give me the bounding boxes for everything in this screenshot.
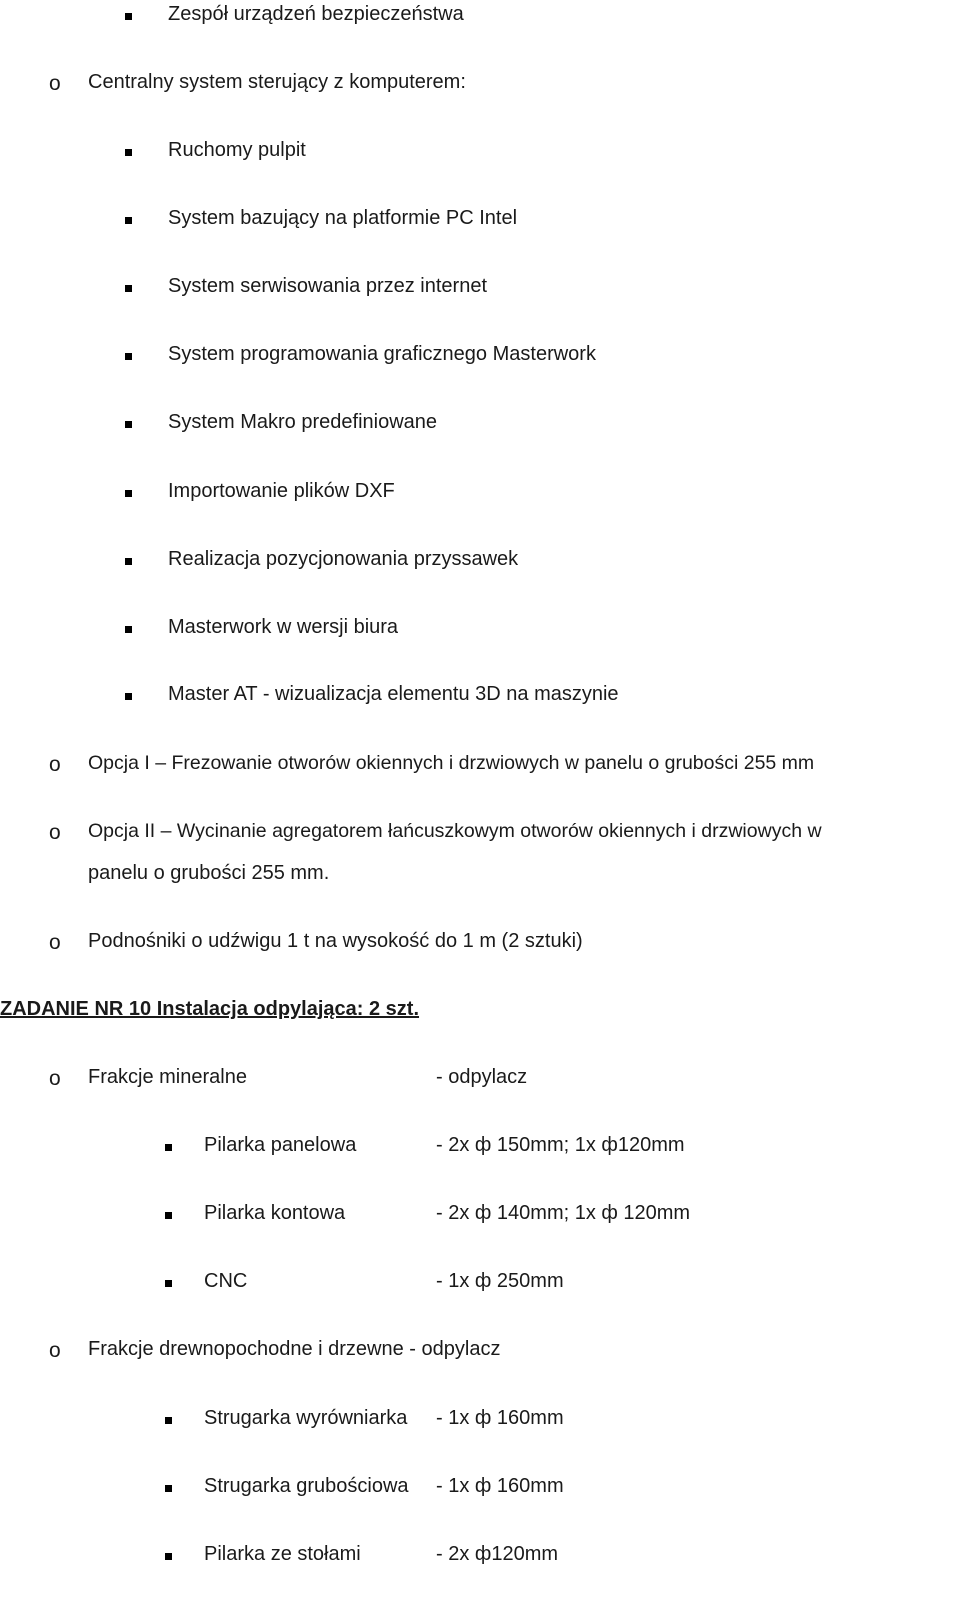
square-bullet-icon	[125, 285, 132, 292]
circle-bullet-icon: o	[49, 821, 61, 844]
square-bullet-icon	[125, 353, 132, 360]
square-bullet-icon	[165, 1417, 172, 1424]
circle-bullet-icon: o	[49, 1339, 61, 1362]
square-bullet-icon	[125, 217, 132, 224]
square-bullet-icon	[125, 558, 132, 565]
square-bullet-icon	[125, 693, 132, 700]
square-bullet-icon	[125, 13, 132, 20]
square-bullet-icon	[125, 490, 132, 497]
document-page: Zespół urządzeń bezpieczeństwa o Centralny system sterujący z komputerem: Ruchomy pulpit System bazujący na platformie PC Intel System serwisowania przez internet System programowania graficznego Masterwork System Makro predefiniowane Importowanie plików DXF Realizacja pozycjonowania przyssawek Masterwork w wersji biura Master AT - wizualizacja elementu 3D na maszynie o Opcja I – Frezowanie otworów okiennych i drzwiowych w panelu o grubości 255 mm o Opcja II – Wycinanie agregatorem łańcuszkowym otworów okiennych i drzwiowych w panelu o grubości 255 mm. o Podnośniki o udźwigu 1 t na wysokość do 1 m (2 sztuki) ZADANIE NR 10 Instalacja odpylająca: 2 szt. o Frakcje mineralne - odpylacz Pilarka panelowa - 2x ф 150mm; 1x ф120mm Pilarka kontowa - 2x ф 140mm; 1x ф 120mm CNC - 1x ф 250mm o Frakcje drewnopochodne i drzewne - odpylacz Strugarka wyrówniarka - 1x ф 160mm Strugarka grubościowa - 1x ф 160mm Pilarka ze stołami - 2x ф120mm	[0, 3, 822, 1565]
square-bullet-icon	[165, 1212, 172, 1219]
circle-bullet-icon: o	[49, 1067, 61, 1090]
square-bullet-icon	[165, 1553, 172, 1560]
square-bullet-icon	[125, 421, 132, 428]
circle-bullet-icon: o	[49, 931, 61, 954]
square-bullet-icon	[165, 1485, 172, 1492]
square-bullet-icon	[125, 626, 132, 633]
square-bullet-icon	[165, 1280, 172, 1287]
circle-bullet-icon: o	[49, 753, 61, 776]
square-bullet-icon	[125, 149, 132, 156]
section-heading: ZADANIE NR 10 Instalacja odpylająca: 2 szt.	[0, 998, 420, 1020]
square-bullet-icon	[165, 1144, 172, 1151]
circle-bullet-icon: o	[49, 72, 61, 95]
